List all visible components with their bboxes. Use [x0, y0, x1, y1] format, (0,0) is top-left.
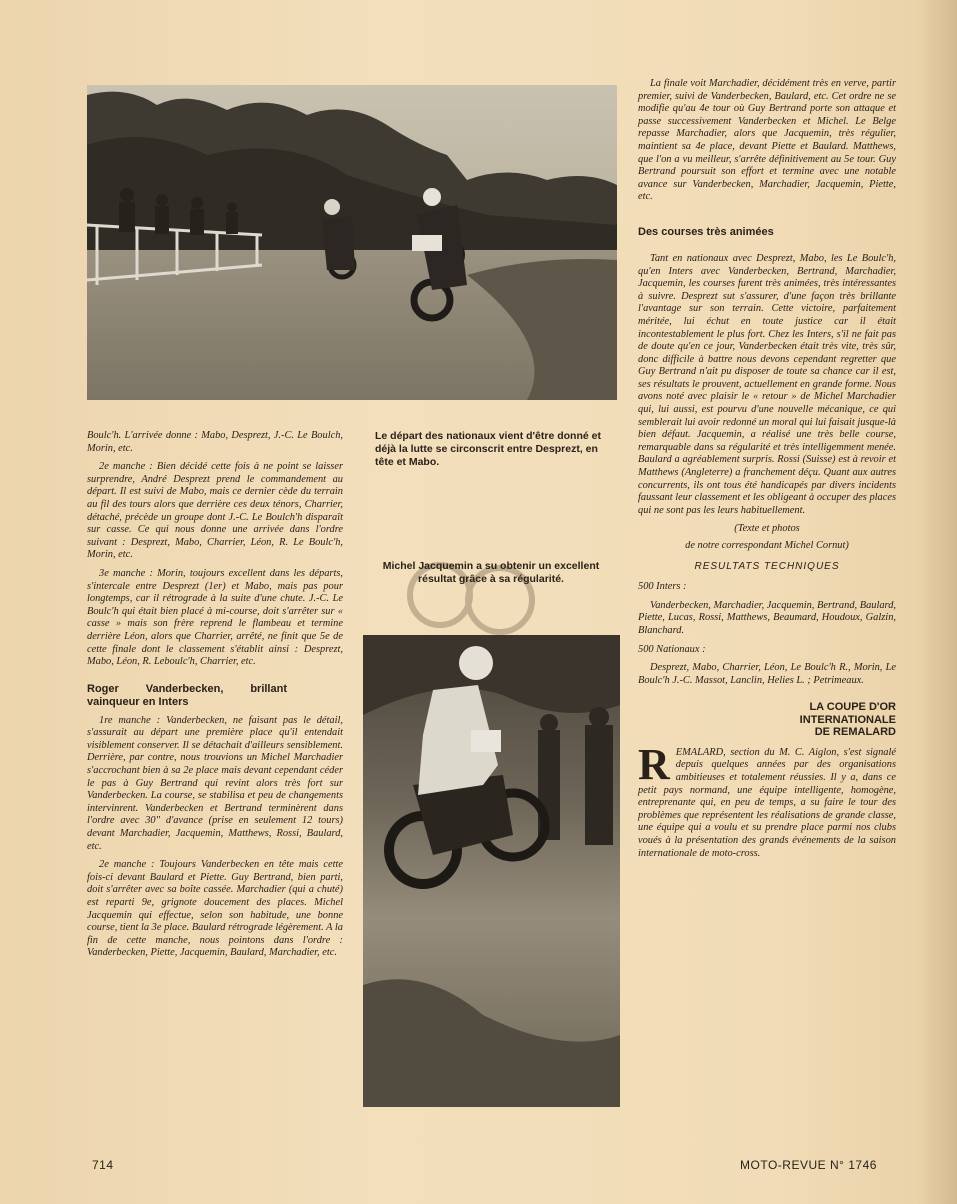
paragraph: 1re manche : Vanderbecken, ne faisant pas le détail, s'assurait au départ une première place qu'il entendait visiblement conserver. Il se détachait d'ailleurs sensiblement. Derrière, par contre, nous trouvions un Michel Marchadier s'accrochant bien à sa 2e place mais devant cependant céder le pas à Guy Bertrand qui revint alors très fort sur Vanderbecken. La course, se stabilisa et peu de changements intervinrent. Vanderbecken et Bertrand terminèrent dans l'ordre avec 30" d'avance (prise en seulement 12 tours) devant Marchadier, Jacquemin, Matthews, Rossi, Baulard, etc.: [87, 714, 343, 852]
paragraph: 2e manche : Bien décidé cette fois à ne point se laisser surprendre, André Desprezt prend le commandement au départ. Il est suivi de Mabo, mais ce dernier cède du terrain au fil des tours alors que derrière ces deux ténors, Charrier, détaché, précède un groupe dont J.-C. Le Boulch'h disparaît sur casse. Ce qui nous donne une arrivée dans l'ordre suivant : Desprezt, Mabo, Charrier, Léon, R. Le Boulc'h, Morin, etc.: [87, 461, 343, 561]
results-list: Desprezt, Mabo, Charrier, Léon, Le Boulc'h R., Morin, Le Boulc'h J.-C. Massot, Lanclin, Helies L. ; Petrimeaux.: [638, 662, 896, 686]
results-list: Vanderbecken, Marchadier, Jacquemin, Bertrand, Baulard, Piette, Lucas, Rossi, Matthews, Beaumard, Houdoux, Galzin, Blanchard.: [638, 599, 896, 636]
section-heading: Roger Vanderbecken, brillant vainqueur en Inters: [87, 682, 287, 708]
page-edge-shadow: [917, 0, 957, 1204]
coupe-heading: [638, 701, 896, 739]
paragraph: [638, 739, 896, 860]
race-start-photo: [87, 85, 617, 400]
results-category: 500 Inters :: [638, 581, 687, 593]
paragraph: 3e manche : Morin, toujours excellent dans les départs, s'intercale entre Desprezt (1er) et Mabo, mais pas pour longtemps, car il rétrograde à la suite d'une chute. J.-C. Le Boulc'h qui était bien placé à mi-course, doit s'arrêter sur « casse » mais son frère reprend le flambeau et termine derrière Léon, alors que Charrier, arrêté, ne finit que 5e de cette finale dont le classement s'établit ainsi : Desprezt, Mabo, Léon, R. Leboulc'h, Charrier, etc.: [87, 567, 343, 668]
rider-photo: [363, 635, 620, 1107]
paragraph-text: EMALARD, section du M. C. Aiglon, s'est signalé depuis quelques années par des organisations ambitieuses et totalement réussies. Il y a, dans ce petit pays normand, une équipe intelligente, homogène, entreprenante qui, en peu de temps, a su faire le tour des problèmes que représentent les réalisations de grande classe, une équipe qui a voulu et su prendre place parmi nos clubs voués à la présentation des grands événements de la saison internationale de moto-cross.: [638, 746, 896, 859]
coupe-line: INTERNATIONALE: [799, 713, 896, 726]
coupe-line: LA COUPE D'OR: [809, 701, 896, 714]
mid-photo-caption: Michel Jacquemin a su obtenir un excellent résultat grâce à sa régularité.: [382, 560, 600, 585]
drop-cap: R: [638, 739, 670, 789]
results-category: 500 Nationaux :: [638, 643, 706, 655]
right-text-column: [638, 78, 896, 866]
page-number: 714: [92, 1158, 114, 1172]
credit-line: (Texte et photos: [734, 523, 800, 535]
coupe-line: DE REMALARD: [814, 726, 896, 739]
paragraph: 2e manche : Toujours Vanderbecken en tête mais cette fois-ci devant Baulard et Piette. Guy Bertrand, bien parti, doit s'arrêter avec sa boîte cassée. Marchadier (qui a chuté) est reparti 9e, grignote doucement des places. Michel Jacquemin qui effectue, selon son habitude, une bonne course, tient la 3e place. Baulard rétrograde légèrement. A la fin de cette manche, nous pointons dans l'ordre : Vanderbecken, Piette, Jacquemin, Baulard, Marchadier, etc.: [87, 859, 343, 959]
left-text-column: [87, 430, 343, 966]
paragraph: La finale voit Marchadier, décidément très en verve, partir premier, suivi de Vanderbecken, Baulard, etc. Cet ordre ne se modifie qu'au 4e tour où Guy Bertrand porte son attaque et passe successivement Vanderbecken et Michel. Le Belge repasse Marchadier, alors que Jacquemin, très régulier, maintient sa 4e place, devant Piette et Baulard. Matthews, que l'on a vu meilleur, s'arrête définitivement au 5e tour. Guy Bertrand poursuit son effort et termine avec une notable avance sur Vanderbecken, Marchadier, Jacquemin, Piette, etc.: [638, 78, 896, 203]
top-photo-caption: Le départ des nationaux vient d'être donné et déjà la lutte se circonscrit entre Desprezt, en tête et Mabo.: [375, 430, 601, 468]
credit-line: de notre correspondant Michel Cornut): [685, 540, 849, 551]
results-title: RESULTATS TECHNIQUES: [694, 560, 840, 572]
section-heading: Des courses très animées: [638, 225, 774, 238]
paragraph: Boulc'h. L'arrivée donne : Mabo, Desprezt, J.-C. Le Boulch, Morin, etc.: [87, 430, 343, 454]
magazine-issue: MOTO-REVUE N° 1746: [740, 1158, 877, 1172]
paragraph: Tant en nationaux avec Desprezt, Mabo, les Le Boulc'h, qu'en Inters avec Vanderbecken, Bertrand, Marchadier, Jacquemin, les courses furent très animées, très intéressantes à suivre. Desprezt sut s'assurer, d'une façon très brillante l'avantage sur son terrain. Cette victoire, parfaitement méritée, lui échut en toute justice car il était incontestablement le plus fort. Chez les Inters, s'il ne fait pas de doute qu'en ce jour, Vanderbecken était très vite, très sûr, donc difficile à battre nous devons cependant regretter que Guy Bertrand n'ait pu disposer de toute sa chance car il est, ses résultats le prouvent, actuellement en grande forme. Nous avons noté avec plaisir le « retour » de Michel Marchadier qui, lui aussi, est pourvu d'une nouvelle mécanique, ce qui semblerait lui avoir redonné un moral qui lui faisait jusque-là bien défaut. Jacquemin, a réalisé une très belle course, remarquable dans sa régularité et très intelligemment menée. Baulard a agréablement surpris. Rossi (Suisse) est à revoir et Matthews (Angleterre) a franchement déçu. Quant aux autres concurrents, ils ont tous été handicapés par divers incidents faussant leur classement et les obligeant à occuper des places qui ne sont pas les leurs habituellement.: [638, 252, 896, 516]
